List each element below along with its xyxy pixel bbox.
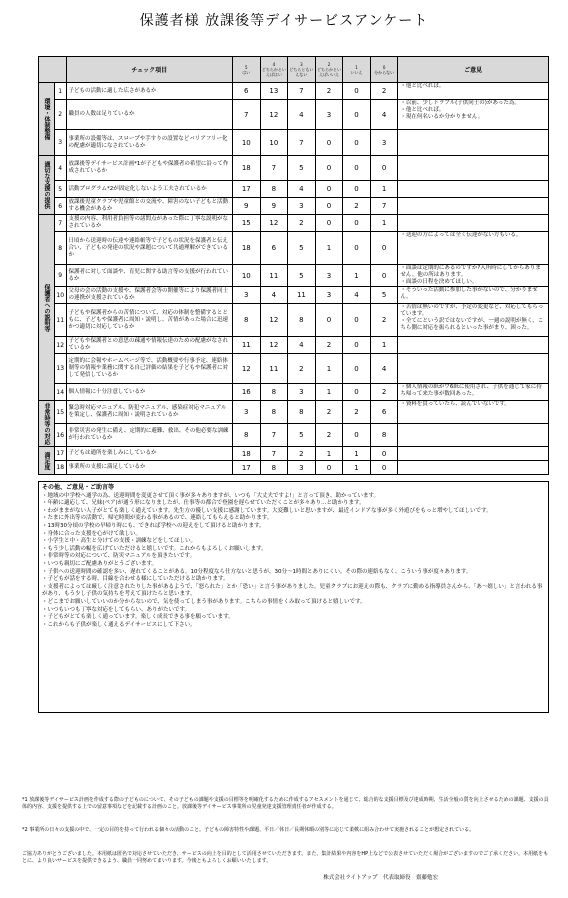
comment-cell bbox=[398, 130, 549, 156]
table-row bbox=[39, 424, 549, 447]
response-count: 0 bbox=[315, 156, 343, 181]
response-count: 1 bbox=[370, 215, 398, 232]
table-row bbox=[39, 100, 549, 130]
comment-line: ・いつも親切にご配慮ありがとうございます。 bbox=[42, 560, 158, 567]
response-count: 2 bbox=[370, 304, 398, 337]
table-row bbox=[39, 265, 549, 287]
table-row bbox=[39, 401, 549, 424]
row-number: 12 bbox=[54, 337, 66, 354]
question-text: 日頃から送迎時の伝達や連絡帳等で子どもの状況を保護者と伝え合い、子どもの発達の状況や課題について共通理解ができているか bbox=[66, 232, 232, 265]
comment-line: ・地域の中学校へ通学の為、送迎時間を変更させて頂く事が多々ありますが、いつも「大丈夫ですよ!」と言って頂き、助かっています。 bbox=[42, 492, 380, 499]
response-count: 0 bbox=[343, 83, 371, 100]
table-row bbox=[39, 198, 549, 215]
response-count: 1 bbox=[315, 232, 343, 265]
header-option: 5 はい bbox=[233, 57, 261, 83]
question-text: 保護者に対して面談や、育児に関する助言等の支援が行われているか bbox=[66, 265, 232, 287]
table-row bbox=[39, 384, 549, 401]
row-number: 17 bbox=[54, 447, 66, 461]
response-count: 5 bbox=[288, 156, 316, 181]
row-number: 10 bbox=[54, 287, 66, 304]
response-count: 0 bbox=[343, 232, 371, 265]
response-count: 6 bbox=[370, 401, 398, 424]
comment-cell bbox=[398, 337, 549, 354]
question-text: 子どもや保護者との意思の疎通や情報伝達のための配慮がなされているか bbox=[66, 337, 232, 354]
response-count: 11 bbox=[260, 354, 288, 384]
response-count: 10 bbox=[260, 130, 288, 156]
response-count: 3 bbox=[233, 401, 261, 424]
response-count: 2 bbox=[315, 424, 343, 447]
response-count: 3 bbox=[315, 100, 343, 130]
table-row bbox=[39, 156, 549, 181]
response-count: 1 bbox=[315, 354, 343, 384]
row-number: 2 bbox=[54, 100, 66, 130]
response-count: 12 bbox=[233, 354, 261, 384]
response-count: 0 bbox=[315, 198, 343, 215]
response-count: 8 bbox=[288, 401, 316, 424]
footnote-2: *2 事業所の日々の支援の中で、一定の目的を持って行われる個々の活動のこと。子どもの障害特性や課題、平日／休日／長期休暇の別等に応じて柔軟に組み合わせて実施されることが想定されている。 bbox=[22, 827, 475, 833]
comment-cell bbox=[398, 156, 549, 181]
response-count: 4 bbox=[288, 181, 316, 198]
response-count: 10 bbox=[233, 130, 261, 156]
comment-cell: ・資料を貰っていたら、読んでいないです。 bbox=[398, 401, 549, 424]
response-count: 3 bbox=[288, 384, 316, 401]
response-count: 1 bbox=[370, 181, 398, 198]
comment-cell: ・個人情報の紙がワ6紙に使用され、子供を通じて家に持ち帰って来た事が数回あった。 bbox=[398, 384, 549, 401]
comment-line: ・子どもがとても楽しく通っています。楽しく成長できる事を願っています。 bbox=[42, 614, 234, 621]
row-number: 14 bbox=[54, 384, 66, 401]
response-count: 18 bbox=[233, 232, 261, 265]
comment-line: ・わがままがない人子がとても楽しく通えています。先生方の優しい支援に感謝しています。大変難しいと思いますが、最近インドアな事が多く外遊びをもっと増やしてほしいです。 bbox=[42, 507, 492, 514]
table-row bbox=[39, 287, 549, 304]
response-count: 18 bbox=[233, 447, 261, 461]
question-text: 活動プログラム*2が固定化しないよう工夫されているか bbox=[66, 181, 232, 198]
response-count: 4 bbox=[288, 337, 316, 354]
table-row bbox=[39, 337, 549, 354]
response-count: 7 bbox=[288, 83, 316, 100]
response-count: 0 bbox=[370, 447, 398, 461]
response-count: 2 bbox=[343, 198, 371, 215]
response-count: 11 bbox=[288, 287, 316, 304]
response-count: 0 bbox=[343, 100, 371, 130]
response-count: 7 bbox=[260, 447, 288, 461]
footnote-1: *1 放課後等デイサービス計画を作成する際の子どものについて、その子どもの課題や支援の目標等を明確化するために作成するアセスメントを通じて、総合的な支援目標及び達成時期、生活全般の質を向上させるための課題、支援の具体的内容、支援を提供する上での留意事項などを記載する計画のこと。放課後等デイサービス事業所の児童発達支援管理責任者が作成する。 bbox=[22, 797, 549, 810]
response-count: 12 bbox=[260, 304, 288, 337]
response-count: 3 bbox=[315, 265, 343, 287]
question-text: 放課後児童クラブや児童館との交流や、障害のない子どもと活動する機会があるか bbox=[66, 198, 232, 215]
response-count: 0 bbox=[343, 384, 371, 401]
comment-line: ・子供への送迎時間の確認を多い、遅れてくることがある。10分程度なら仕方ないと思うが、30分〜1時間とありにくい。その際の連絡もなく、こういう事が度々あります。 bbox=[42, 568, 472, 575]
comment-cell: ・他と比べれば。 bbox=[398, 83, 549, 100]
response-count: 0 bbox=[343, 215, 371, 232]
response-count: 7 bbox=[288, 130, 316, 156]
question-text: 事業所の支援に満足しているか bbox=[66, 461, 232, 475]
header-option: 2 どちらかといえばいいえ bbox=[315, 57, 343, 83]
response-count: 7 bbox=[370, 198, 398, 215]
response-count: 1 bbox=[315, 384, 343, 401]
row-number: 6 bbox=[54, 198, 66, 215]
comment-cell bbox=[398, 424, 549, 447]
response-count: 0 bbox=[315, 130, 343, 156]
response-count: 8 bbox=[288, 304, 316, 337]
table-row bbox=[39, 354, 549, 384]
other-comments-heading: その他、ご意見・ご助言等 bbox=[42, 484, 115, 491]
response-count: 7 bbox=[233, 100, 261, 130]
response-count: 5 bbox=[370, 287, 398, 304]
response-count: 4 bbox=[343, 287, 371, 304]
table-row bbox=[39, 181, 549, 198]
row-number: 8 bbox=[54, 232, 66, 265]
response-count: 0 bbox=[370, 232, 398, 265]
response-count: 2 bbox=[288, 447, 316, 461]
response-count: 5 bbox=[288, 265, 316, 287]
comment-line: ・子どもが話をする時、目線を合わせる様にしていただけると助かります。 bbox=[42, 576, 229, 583]
question-text: 非常災害の発生に備え、定期的に避難、救出、その他必要な訓練が行われているか bbox=[66, 424, 232, 447]
section-label: 非常時等の対応 bbox=[39, 401, 55, 447]
response-count: 6 bbox=[260, 232, 288, 265]
response-count: 7 bbox=[260, 424, 288, 447]
response-count: 5 bbox=[288, 424, 316, 447]
response-count: 8 bbox=[260, 384, 288, 401]
header-row bbox=[39, 57, 549, 83]
response-count: 5 bbox=[288, 232, 316, 265]
response-count: 4 bbox=[370, 354, 398, 384]
row-number: 9 bbox=[54, 265, 66, 287]
row-number: 18 bbox=[54, 461, 66, 475]
response-count: 1 bbox=[343, 461, 371, 475]
response-count: 3 bbox=[288, 198, 316, 215]
response-count: 0 bbox=[315, 304, 343, 337]
question-text: 父母の会の活動の支援や、保護者会等の開催等により保護者同士の連携が支援されているか bbox=[66, 287, 232, 304]
response-count: 0 bbox=[315, 215, 343, 232]
response-count: 15 bbox=[233, 215, 261, 232]
response-count: 2 bbox=[315, 337, 343, 354]
section-label: 環境・体制整備 bbox=[39, 83, 55, 156]
response-count: 0 bbox=[315, 461, 343, 475]
comment-line: ・どこまでお願いしていいのか分からないので、気を使ってしまう事があります。こちらの事情をくみ取って頂けると嬉しいです。 bbox=[42, 598, 366, 605]
response-count: 0 bbox=[343, 354, 371, 384]
response-count: 0 bbox=[343, 337, 371, 354]
response-count: 8 bbox=[260, 181, 288, 198]
other-comments-box bbox=[38, 481, 549, 713]
response-count: 2 bbox=[288, 354, 316, 384]
response-count: 0 bbox=[343, 156, 371, 181]
response-count: 2 bbox=[315, 83, 343, 100]
other-comments-list bbox=[42, 493, 545, 630]
response-count: 8 bbox=[370, 424, 398, 447]
response-count: 8 bbox=[233, 424, 261, 447]
response-count: 0 bbox=[315, 181, 343, 198]
table-row bbox=[39, 304, 549, 337]
page-title: 保護者様 放課後等デイサービスアンケート bbox=[139, 13, 429, 29]
response-count: 4 bbox=[260, 287, 288, 304]
comment-cell bbox=[398, 181, 549, 198]
response-count: 9 bbox=[233, 198, 261, 215]
response-count: 0 bbox=[343, 130, 371, 156]
row-number: 13 bbox=[54, 354, 66, 384]
response-count: 2 bbox=[315, 401, 343, 424]
response-count: 18 bbox=[233, 156, 261, 181]
comment-line: ・もう少し活動の幅を広げていただけると嬉しいです。これからもよろしくお願いします。 bbox=[42, 545, 267, 552]
response-count: 6 bbox=[233, 83, 261, 100]
row-number: 15 bbox=[54, 401, 66, 424]
comment-cell bbox=[398, 215, 549, 232]
response-count: 12 bbox=[260, 215, 288, 232]
comment-line: ・支援者によっては厳しく注意されたりした事があるようで、「怒られた」とか「恐い」と言う事がありました。児童クラブにお迎えの際も、クラブに勤める指導員さんから、「あ〜嬉しい」と言われる事があり、もう少し子供の気持ちを考えて頂けたらと思います。 bbox=[42, 583, 543, 598]
response-count: 0 bbox=[343, 424, 371, 447]
response-count: 0 bbox=[370, 156, 398, 181]
comment-cell bbox=[398, 461, 549, 475]
question-text: 子どもは通所を楽しみにしているか bbox=[66, 447, 232, 461]
question-text: 放課後等デイサービス計画*1が子どもや保護者の希望に沿って作成されているか bbox=[66, 156, 232, 181]
comment-line: ・年齢に適応して、兄妹(ペア)が通う形になりましたが、仕事等の都合で登園を遅らせていただくことが多々あり…と助かります。 bbox=[42, 500, 365, 507]
response-count: 3 bbox=[233, 287, 261, 304]
response-count: 2 bbox=[370, 384, 398, 401]
row-number: 4 bbox=[54, 156, 66, 181]
comment-line: ・身体に合った支援を心がけて欲しい。 bbox=[42, 530, 142, 537]
response-count: 4 bbox=[288, 100, 316, 130]
response-count: 2 bbox=[288, 215, 316, 232]
response-count: 1 bbox=[370, 337, 398, 354]
response-count: 17 bbox=[233, 181, 261, 198]
response-count: 0 bbox=[370, 461, 398, 475]
comment-line: ・いつもいつも丁寧な対応をしてもらい、ありがたいです。 bbox=[42, 606, 191, 613]
response-count: 1 bbox=[315, 447, 343, 461]
response-count: 17 bbox=[233, 461, 261, 475]
response-count: 9 bbox=[260, 198, 288, 215]
table-row bbox=[39, 130, 549, 156]
response-count: 13 bbox=[260, 83, 288, 100]
response-count: 11 bbox=[233, 337, 261, 354]
row-number: 11 bbox=[54, 304, 66, 337]
header-option: 0 分からない bbox=[370, 57, 398, 83]
closing-note: ご協力ありがとうございました。本用紙は匿名で対応させていただき、サービスの向上を目的として活用させていただきます。また、集計結果や内容をHP上などで公表させていただく場合がございますのでご了承ください。本用紙をもとに、より良いサービスを提供できるよう、職員一同努めてまいります。今後ともよろしくお願いいたします。 bbox=[22, 851, 549, 864]
response-count: 1 bbox=[343, 265, 371, 287]
response-count: 11 bbox=[260, 265, 288, 287]
section-label: 満足度 bbox=[39, 447, 55, 475]
question-text: 子どもの活動に適した広さがあるか bbox=[66, 83, 232, 100]
comment-line: ・13時30分頃の学校の早帰り時にも、できれば学校への迎えをして頂けると助かります。 bbox=[42, 522, 265, 529]
comment-line: ・たまに外出等の活動で、帰宅時間が変わる事があるので、連絡してもらえると助かります。 bbox=[42, 515, 273, 522]
section-label: 適切な支援の提供 bbox=[39, 156, 55, 215]
table-row bbox=[39, 461, 549, 475]
response-count: 4 bbox=[370, 100, 398, 130]
response-count: 1 bbox=[343, 447, 371, 461]
row-number: 7 bbox=[54, 215, 66, 232]
survey-table bbox=[38, 56, 549, 475]
question-text: 個人情報に十分注意しているか bbox=[66, 384, 232, 401]
response-count: 10 bbox=[233, 265, 261, 287]
comment-cell bbox=[398, 354, 549, 384]
response-count: 12 bbox=[260, 337, 288, 354]
row-number: 16 bbox=[54, 424, 66, 447]
question-text: 子どもや保護者からの苦情について、対応の体制を整備するとともに、子どもや保護者に周知・説明し、苦情があった場合に迅速かつ適切に対応しているか bbox=[66, 304, 232, 337]
row-number: 1 bbox=[54, 83, 66, 100]
header-option: 4 どちらかといえばはい bbox=[260, 57, 288, 83]
row-number: 3 bbox=[54, 130, 66, 156]
comment-cell: ・そういった活動に参加した事がないので、分かりません。 bbox=[398, 287, 549, 304]
question-text: 定期的に会報やホームページ等で、活動概要や行事予定、連絡体制等の情報や業務に関する自己評価の結果を子どもや保護者に対して発信しているか bbox=[66, 354, 232, 384]
section-label: 保護者への説明等 bbox=[39, 215, 55, 401]
question-text: 緊急時対応マニュアル、防犯マニュアル、感染症対応マニュアルを策定し、保護者に周知・説明されているか bbox=[66, 401, 232, 424]
survey-sheet bbox=[38, 56, 549, 713]
comment-cell: ・送迎の方によっては全く伝達がない方もいる。 bbox=[398, 232, 549, 265]
header-option: 1 いいえ bbox=[343, 57, 371, 83]
table-row bbox=[39, 215, 549, 232]
response-count: 8 bbox=[233, 304, 261, 337]
response-count: 3 bbox=[370, 130, 398, 156]
response-count: 12 bbox=[260, 100, 288, 130]
row-number: 5 bbox=[54, 181, 66, 198]
response-count: 0 bbox=[370, 265, 398, 287]
question-text: 職員の人数は足りているか bbox=[66, 100, 232, 130]
question-text: 支援の内容、利用者負担等の諸問点があった際に丁寧な説明がなされているか bbox=[66, 215, 232, 232]
comment-line: ・非常時等の対応について、防災マニュアルを頂きたいです。 bbox=[42, 553, 196, 560]
table-row bbox=[39, 83, 549, 100]
response-count: 2 bbox=[343, 401, 371, 424]
comment-cell bbox=[398, 447, 549, 461]
survey-body bbox=[39, 83, 549, 475]
comment-cell: ・以前、少しトラブル(子供同士の)があった為。 ・他と比べれば。 ・現在何名いるか分かりません。 bbox=[398, 100, 549, 130]
response-count: 0 bbox=[343, 304, 371, 337]
question-text: 事業所の設備等は、スロープや手すりの設置などバリアフリー化の配慮が適切になされているか bbox=[66, 130, 232, 156]
response-count: 8 bbox=[260, 461, 288, 475]
header-blank bbox=[39, 57, 67, 83]
response-count: 3 bbox=[315, 287, 343, 304]
comment-line: ・小学生と中・高生と分けての支援・訓練などをしてほしい。 bbox=[42, 538, 197, 545]
table-row bbox=[39, 447, 549, 461]
response-count: 3 bbox=[288, 461, 316, 475]
comment-cell bbox=[398, 198, 549, 215]
header-item: チェック項目 bbox=[66, 57, 232, 83]
response-count: 16 bbox=[233, 384, 261, 401]
response-count: 8 bbox=[260, 401, 288, 424]
response-count: 7 bbox=[260, 156, 288, 181]
comment-line: ・これからも子供が楽しく通えるデイサービスにして下さい。 bbox=[42, 621, 196, 628]
signature: 株式会社ライトアップ 代表取締役 齋藤勉宏 bbox=[323, 875, 438, 881]
response-count: 0 bbox=[343, 181, 371, 198]
comment-cell: ・苦情は無いのですが、予定の変更など、対応してもらっています。 ・全てにという訳ではないですが、一週の説明が無く、こちら側に対応を振られるといった事がまり、困った。 bbox=[398, 304, 549, 337]
header-comment: ご意見 bbox=[398, 57, 549, 83]
header-option: 3 どちらともいえない bbox=[288, 57, 316, 83]
table-row bbox=[39, 232, 549, 265]
response-count: 2 bbox=[370, 83, 398, 100]
comment-cell: ・面談は定期的にあるのですか?入所時にしてからありません。他の所はあります。 ・面談の日程を決めてほしい。 bbox=[398, 265, 549, 287]
